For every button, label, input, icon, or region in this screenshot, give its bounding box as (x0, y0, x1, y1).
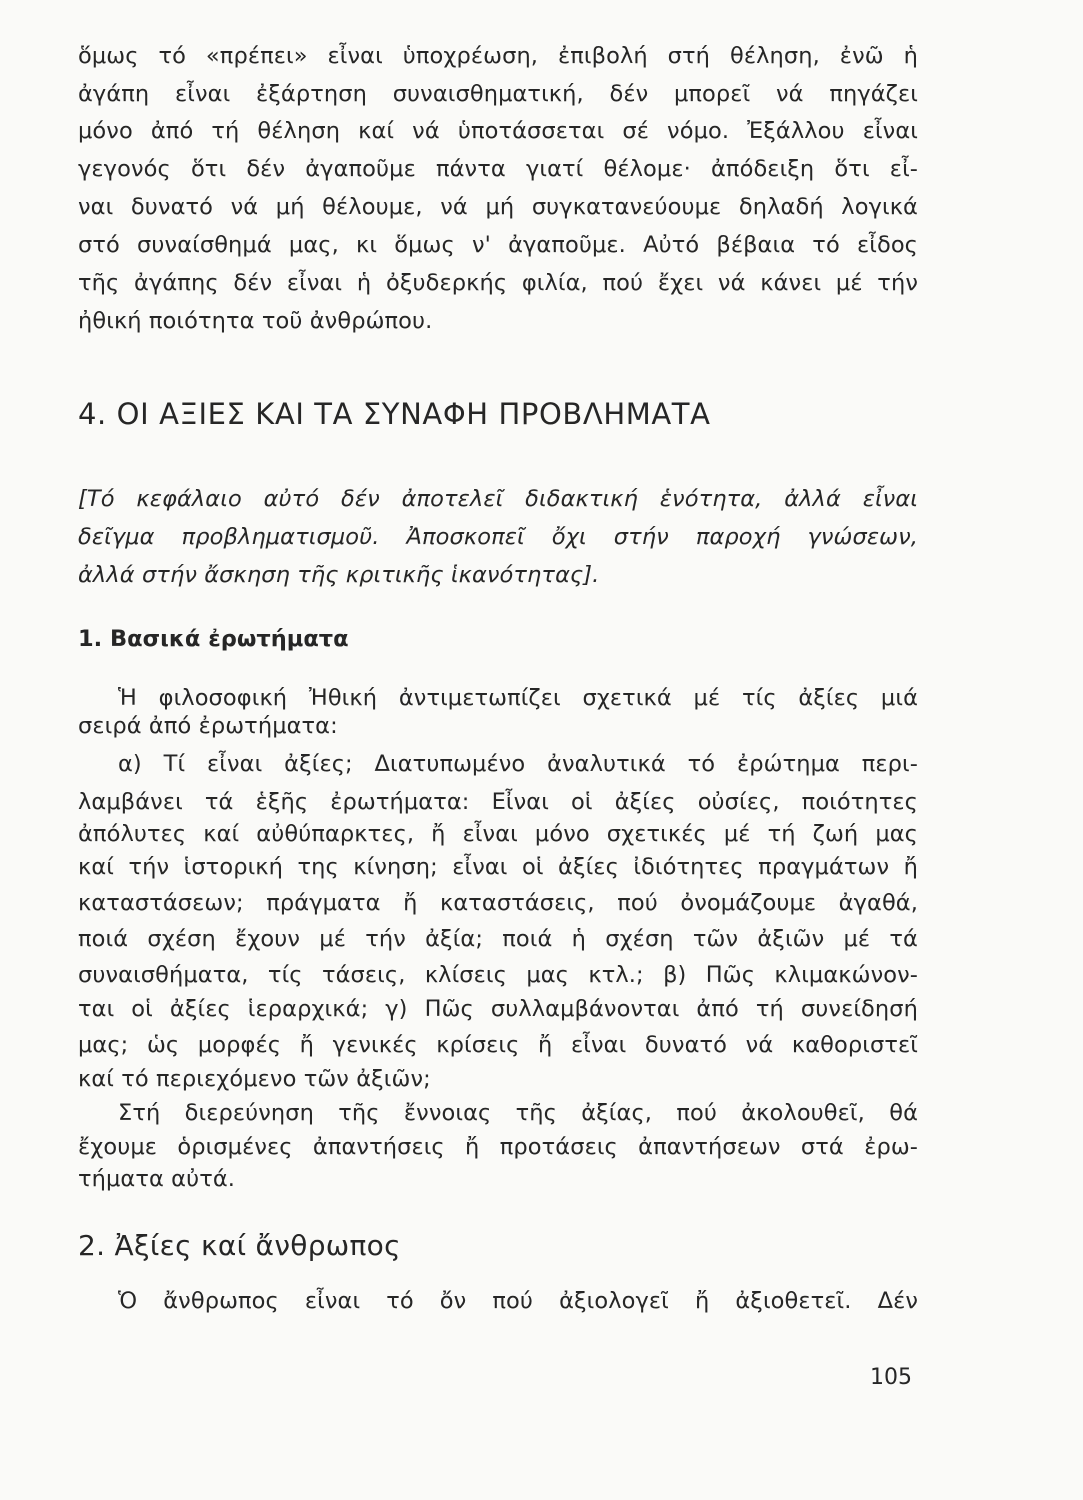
sub1-line-1: Ἡ φιλοσοφική Ἠθική ἀντιμετωπίζει σχετικά μέ τίς ἀξίες μιά (118, 685, 918, 711)
intro-line-2: ἀγάπη εἶναι ἐξάρτηση συναισθηματική, δέν μπορεῖ νά πηγάζει (78, 81, 918, 107)
sub1-line-9: συναισθήματα, τίς τάσεις, κλίσεις μας κτλ.; β) Πῶς κλιμακώνον- (78, 962, 918, 988)
note-line-2: δεῖγμα προβληματισμοῦ. Ἀποσκοπεῖ ὄχι στήν παροχή γνώσεων, (78, 524, 918, 550)
page-number: 105 (870, 1365, 912, 1390)
sub1-line-3: α) Τί εἶναι ἀξίες; Διατυπωμένο ἀναλυτικά τό ἐρώτημα περι- (118, 751, 918, 777)
sub1-line-8: ποιά σχέση ἔχουν μέ τήν ἀξία; ποιά ἡ σχέση τῶν ἀξιῶν μέ τά (78, 926, 918, 952)
intro-line-3: μόνο ἀπό τή θέληση καί νά ὑποτάσσεται σέ νόμο. Ἐξάλλου εἶναι (78, 118, 918, 144)
sub1-line-4: λαμβάνει τά ἑξῆς ἐρωτήματα: Εἶναι οἱ ἀξίες οὐσίες, ποιότητες (78, 789, 918, 815)
note-line-3: ἀλλά στήν ἄσκηση τῆς κριτικῆς ἱκανότητας]. (78, 562, 600, 588)
sub1-line-14: ἔχουμε ὁρισμένες ἀπαντήσεις ἤ προτάσεις ἀπαντήσεων στά ἐρω- (78, 1134, 918, 1160)
intro-line-6: στό συναίσθημά μας, κι ὅμως ν' ἀγαποῦμε. Αὐτό βέβαια τό εἶδος (78, 232, 918, 258)
sub1-line-12: καί τό περιεχόμενο τῶν ἀξιῶν; (78, 1066, 431, 1092)
intro-line-1: ὅμως τό «πρέπει» εἶναι ὑποχρέωση, ἐπιβολή στή θέληση, ἐνῶ ἡ (78, 43, 918, 69)
intro-line-4: γεγονός ὅτι δέν ἀγαποῦμε πάντα γιατί θέλομε· ἀπόδειξη ὅτι εἶ- (78, 156, 918, 182)
intro-line-5: ναι δυνατό νά μή θέλουμε, νά μή συγκατανεύουμε δηλαδή λογικά (78, 194, 918, 220)
sub2-line-1: Ὁ ἄνθρωπος εἶναι τό ὄν πού ἀξιολογεῖ ἤ ἀξιοθετεῖ. Δέν (118, 1288, 918, 1314)
intro-line-8: ἠθική ποιότητα τοῦ ἀνθρώπου. (78, 308, 433, 334)
subsection-2-heading: 2. Ἀξίες καί ἄνθρωπος (78, 1229, 401, 1262)
sub1-line-5: ἀπόλυτες καί αὐθύπαρκτες, ἤ εἶναι μόνο σχετικές μέ τή ζωή μας (78, 821, 918, 847)
sub1-line-11: μας; ὡς μορφές ἤ γενικές κρίσεις ἤ εἶναι δυνατό νά καθοριστεῖ (78, 1032, 918, 1058)
sub1-line-10: ται οἱ ἀξίες ἱεραρχικά; γ) Πῶς συλλαμβάνονται ἀπό τή συνείδησή (78, 996, 918, 1022)
section-4-heading: 4. ΟΙ ΑΞΙΕΣ ΚΑΙ ΤΑ ΣΥΝΑΦΗ ΠΡΟΒΛΗΜΑΤΑ (78, 397, 711, 431)
sub1-line-7: καταστάσεων; πράγματα ἤ καταστάσεις, πού ὀνομάζουμε ἀγαθά, (78, 890, 918, 916)
note-line-1: [Τό κεφάλαιο αὐτό δέν ἀποτελεῖ διδακτική ἑνότητα, ἀλλά εἶναι (78, 486, 918, 512)
subsection-1-heading: 1. Βασικά ἐρωτήματα (78, 626, 349, 652)
sub1-line-6: καί τήν ἱστορική της κίνηση; εἶναι οἱ ἀξίες ἰδιότητες πραγμάτων ἤ (78, 854, 918, 880)
intro-line-7: τῆς ἀγάπης δέν εἶναι ἡ ὀξυδερκής φιλία, πού ἔχει νά κάνει μέ τήν (78, 270, 918, 296)
sub1-line-2: σειρά ἀπό ἐρωτήματα: (78, 713, 338, 739)
sub1-line-13: Στή διερεύνηση τῆς ἔννοιας τῆς ἀξίας, πού ἀκολουθεῖ, θά (118, 1100, 918, 1126)
sub1-line-15: τήματα αὐτά. (78, 1166, 236, 1192)
